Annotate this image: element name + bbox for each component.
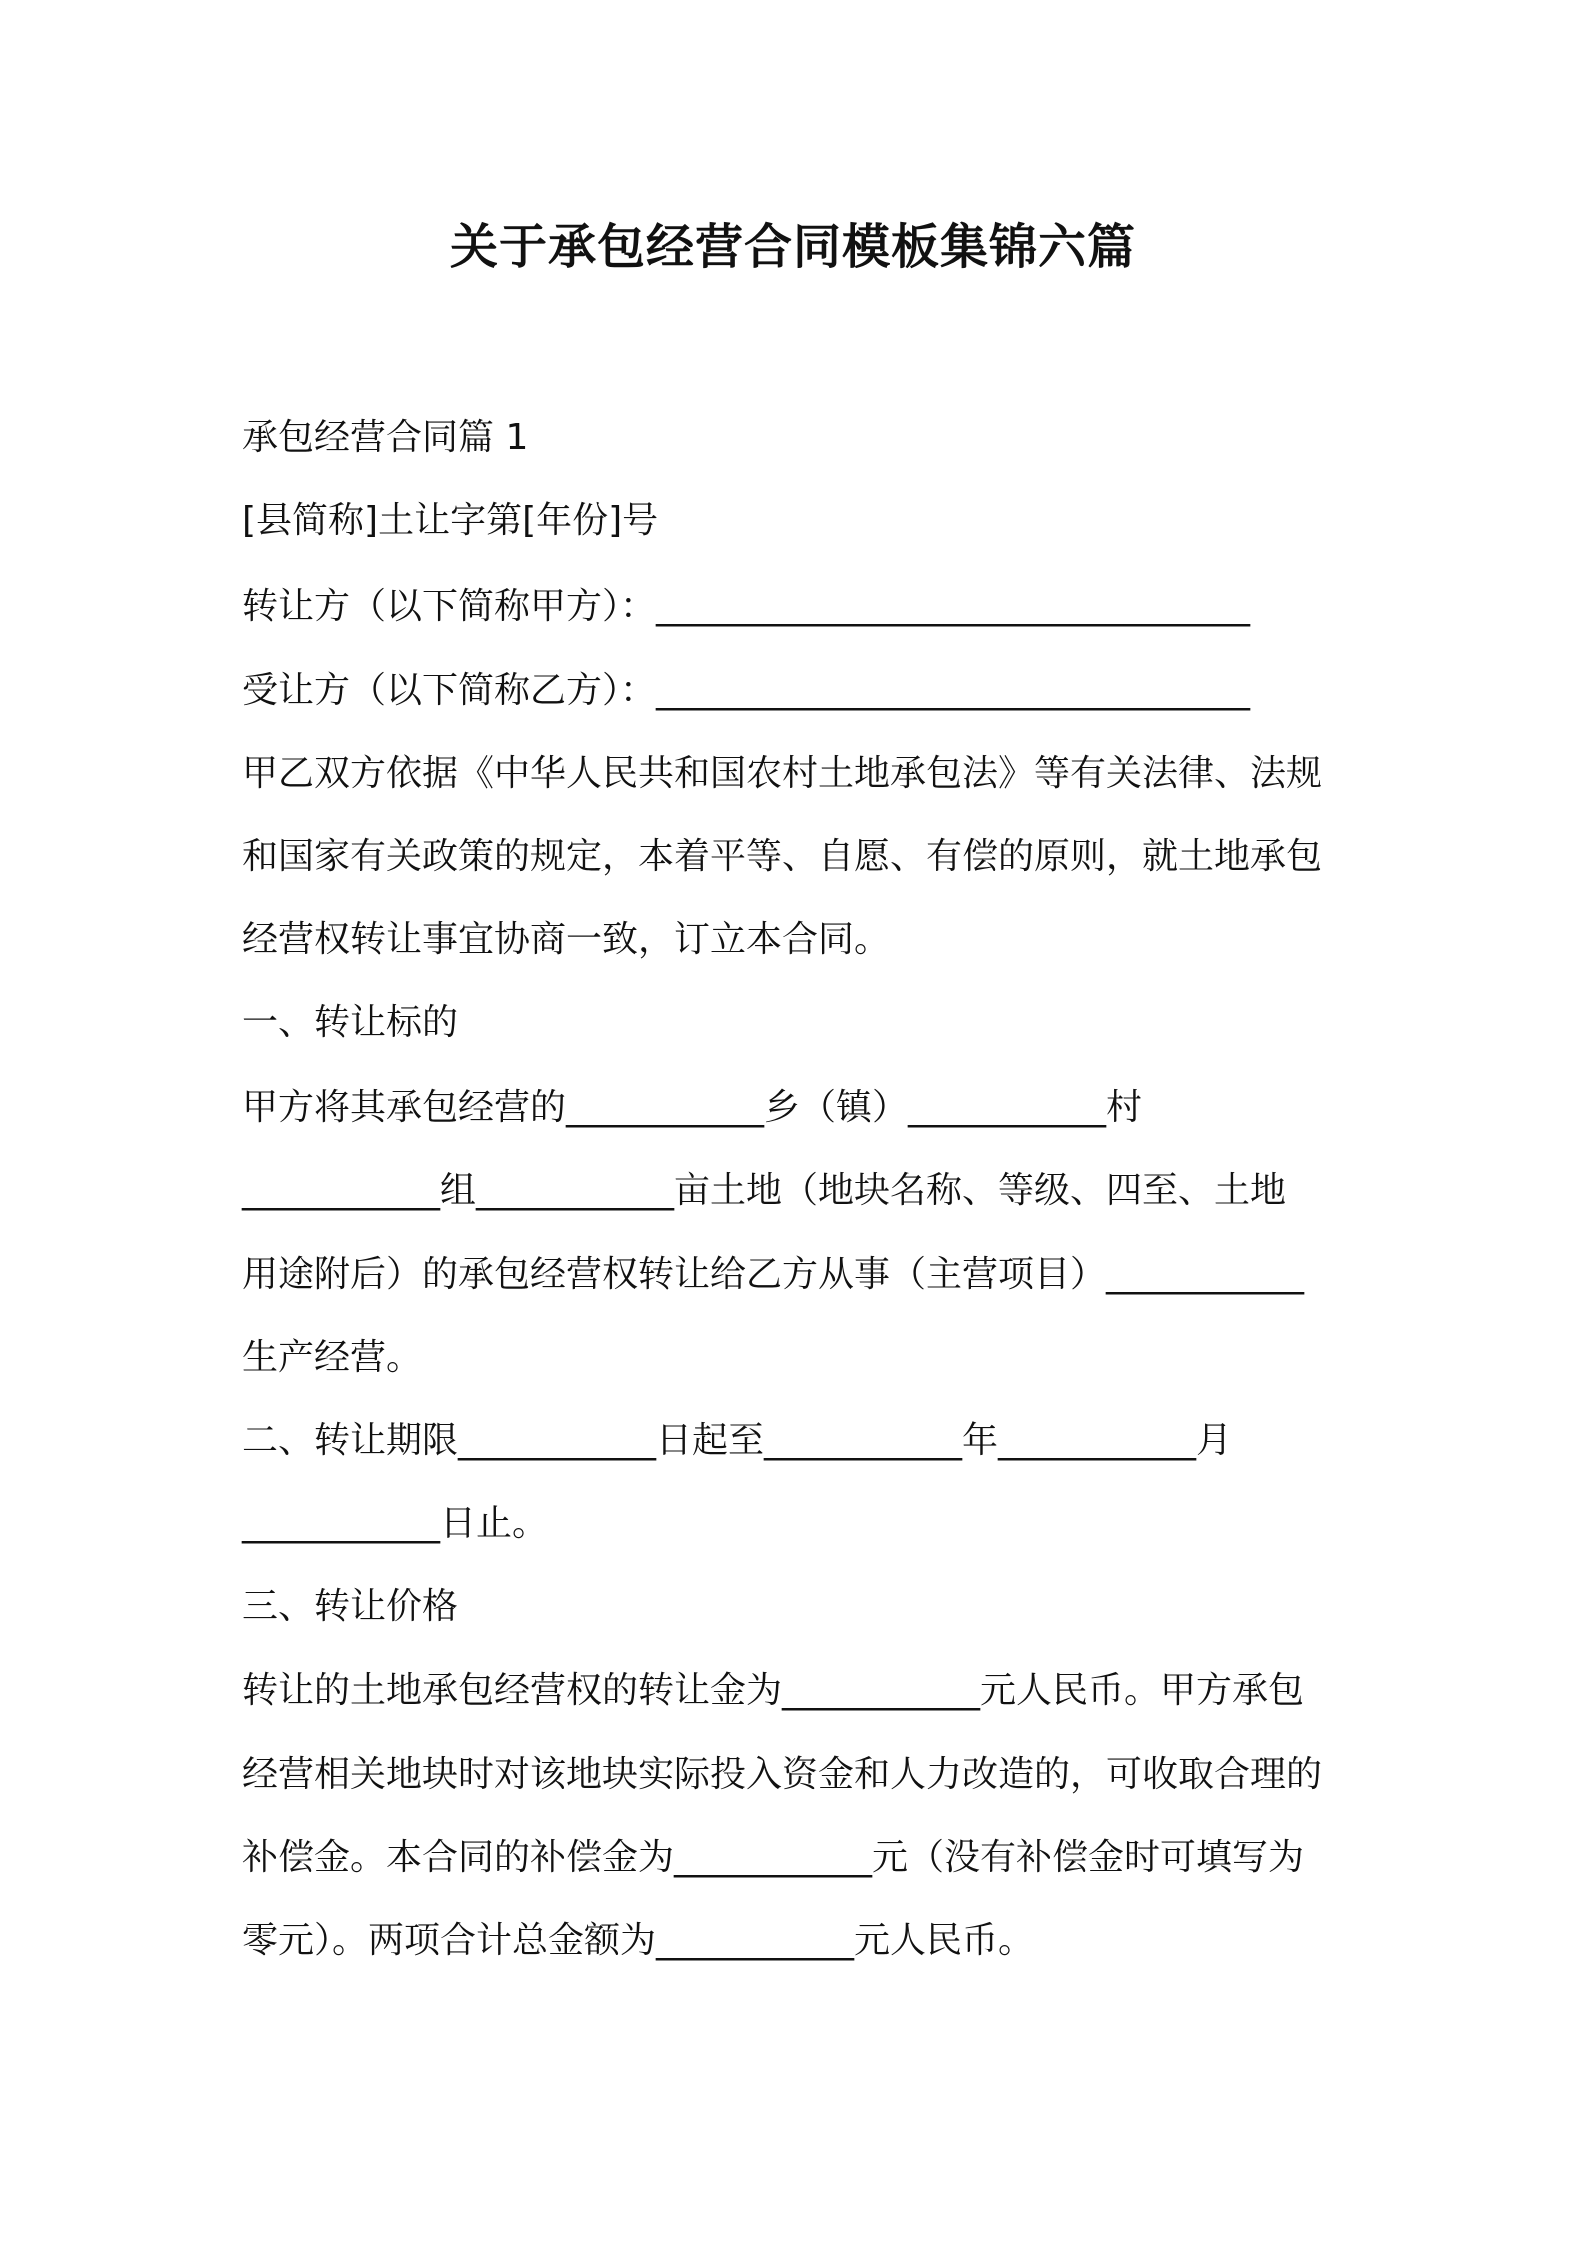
paragraph-line: 甲乙双方依据《中华人民共和国农村土地承包法》等有关法律、法规 bbox=[242, 753, 1323, 794]
paragraph-line: 经营相关地块时对该地块实际投入资金和人力改造的，可收取合理的 bbox=[242, 1754, 1323, 1795]
paragraph-line: 用途附后）的承包经营权转让给乙方从事（主营项目）___________ bbox=[242, 1254, 1305, 1295]
transferor-line: 转让方（以下简称甲方）：_________________________________ bbox=[242, 586, 1251, 627]
paragraph-line: 甲方将其承包经营的___________乡（镇）___________村 bbox=[242, 1087, 1143, 1128]
section-heading: 二、转让期限___________日起至___________年___________月 bbox=[242, 1420, 1233, 1461]
paragraph-line: 和国家有关政策的规定，本着平等、自愿、有偿的原则，就土地承包 bbox=[242, 836, 1323, 877]
paragraph-line: 经营权转让事宜协商一致，订立本合同。 bbox=[242, 919, 891, 960]
paragraph-line: 生产经营。 bbox=[242, 1337, 423, 1378]
document-number: [县简称]土让字第[年份]号 bbox=[242, 500, 659, 541]
paragraph-line: 零元）。两项合计总金额为___________元人民币。 bbox=[242, 1920, 1035, 1961]
section-heading: 一、转让标的 bbox=[242, 1002, 459, 1043]
paragraph-line: 补偿金。本合同的补偿金为___________元（没有补偿金时可填写为 bbox=[242, 1837, 1305, 1878]
document-title: 关于承包经营合同模板集锦六篇 bbox=[449, 219, 1136, 275]
section-heading-part-1: 承包经营合同篇 1 bbox=[242, 417, 529, 458]
transferee-line: 受让方（以下简称乙方）：_________________________________ bbox=[242, 670, 1251, 711]
paragraph-line: ___________日止。 bbox=[242, 1503, 549, 1544]
paragraph-line: 转让的土地承包经营权的转让金为___________元人民币。甲方承包 bbox=[242, 1670, 1305, 1711]
section-heading: 三、转让价格 bbox=[242, 1586, 459, 1627]
paragraph-line: ___________组___________亩土地（地块名称、等级、四至、土地 bbox=[242, 1170, 1287, 1211]
